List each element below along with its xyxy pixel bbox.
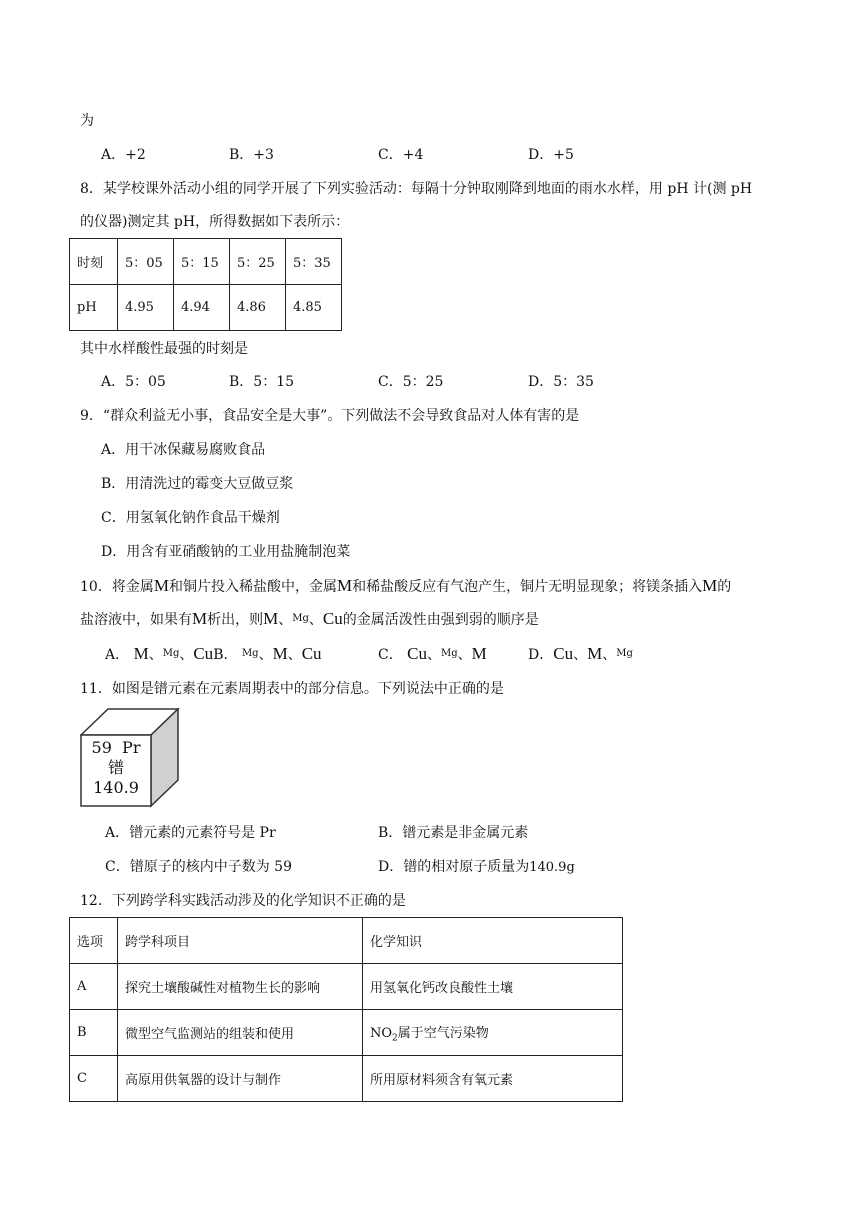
table-cell: 用氢氧化钙改良酸性土壤 [363,964,623,1010]
q7-tail: 为 [80,113,94,129]
table-header-cell: 选项 [70,918,118,964]
table-cell-ph: 4.95 [118,285,174,331]
table-cell: $NO_2$属于空气污染物 [363,1010,623,1056]
table-cell: B [70,1010,118,1056]
q7-option-d: D．+5 [528,147,574,163]
q8-option-d: D．5：35 [528,374,594,390]
table-cell-time: 5：05 [118,239,174,285]
q11-option-b: B．镨元素是非金属元素 [378,825,529,841]
table-cell-time-label: 时刻 [70,239,118,285]
table-header-cell: 化学知识 [363,918,623,964]
q7-option-b: B．+3 [229,147,274,163]
q10-stem-line2: 盐溶液中，如果有M析出，则M、$^{Mg}$、Cu的金属活泼性由强到弱的顺序是 [80,609,539,628]
table-cell: 微型空气监测站的组装和使用 [118,1010,363,1056]
q10-option-c: C． Cu、$^{Mg}$、M [378,644,487,663]
q8-question: 其中水样酸性最强的时刻是 [80,341,248,357]
q10-option-d: D．Cu、M、$^{Mg}$ [528,644,633,663]
table-row [70,1010,623,1056]
q9-option-d: D．用含有亚硝酸钠的工业用盐腌制泡菜 [101,544,351,560]
q9-option-c: C．用氢氧化钠作食品干燥剂 [101,510,280,526]
table-cell-ph: 4.86 [230,285,286,331]
q9-option-b: B．用清洗过的霉变大豆做豆浆 [101,476,294,492]
table-cell: 高原用供氧器的设计与制作 [118,1056,363,1102]
table-row [70,964,623,1010]
q7-option-a: A．+2 [101,147,146,163]
table-header-cell: 跨学科项目 [118,918,363,964]
table-cell-ph-label: pH [70,285,118,331]
table-cell-time: 5：35 [286,239,342,285]
q10-option-a-b: A． M、$^{Mg}$、CuB． $^{Mg}$、M、Cu [105,644,322,663]
table-cell-ph: 4.94 [174,285,230,331]
table-cell: A [70,964,118,1010]
table-cell-time: 5：15 [174,239,230,285]
table-cell: 所用原材料须含有氧元素 [363,1056,623,1102]
q8-option-c: C．5：25 [378,374,444,390]
q9-option-a: A．用干冰保藏易腐败食品 [101,442,266,458]
element-symbol: Pr [122,738,141,757]
q8-option-b: B．5：15 [229,374,295,390]
atomic-number: 59 [91,738,112,757]
q11-option-d: D．镨的相对原子质量为140.9g [378,859,575,875]
q10-stem-line1: 10．将金属M和铜片投入稀盐酸中，金属M和稀盐酸反应有气泡产生，铜片无明显现象；将镁条插入M的 [80,576,732,595]
table-cell-time: 5：25 [230,239,286,285]
q8-stem-line1: 8．某学校课外活动小组的同学开展了下列实验活动：每隔十分钟取刚降到地面的雨水水样，用 pH 计(测 pH [80,181,753,197]
q8-stem-line2: 的仪器)测定其 pH，所得数据如下表所示： [80,214,350,230]
table-cell: 探究土壤酸碱性对植物生长的影响 [118,964,363,1010]
table-cell-ph: 4.85 [286,285,342,331]
q11-option-c: C．镨原子的核内中子数为 59 [105,859,292,875]
q9-stem: 9．“群众利益无小事，食品安全是大事”。下列做法不会导致食品对人体有害的是 [80,408,580,424]
q11-stem: 11．如图是镨元素在元素周期表中的部分信息。下列说法中正确的是 [80,681,504,697]
q8-data-table [69,238,342,331]
element-cell-text [80,738,152,798]
table-cell: C [70,1056,118,1102]
element-name: 镨 [107,758,124,777]
q7-option-c: C．+4 [378,147,424,163]
q12-stem: 12．下列跨学科实践活动涉及的化学知识不正确的是 [80,893,406,909]
q8-option-a: A．5：05 [101,374,166,390]
q11-option-a: A．镨元素的元素符号是 Pr [105,825,276,841]
atomic-mass: 140.9 [93,778,139,797]
table-row [70,1056,623,1102]
q12-table [69,917,623,1102]
